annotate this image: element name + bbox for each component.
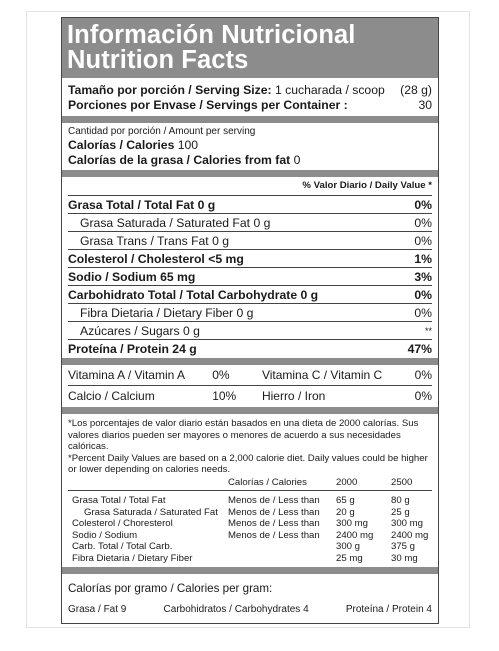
serving-size-label: Tamaño por porción / Serving Size: <box>68 83 272 97</box>
nutrient-amount: 0 g <box>300 287 319 302</box>
nutrient-name <box>80 216 270 230</box>
servings-per-container-value: 30 <box>418 98 432 112</box>
servings-per-container-label: Porciones por Envase / Servings per Container : <box>68 98 348 112</box>
fat-per-gram: Grasa / Fat 9 <box>68 604 127 616</box>
daily-value-table-cell: Grasa Total / Total Fat <box>72 495 166 507</box>
vitamin-row <box>68 385 432 406</box>
daily-value-table-row <box>68 518 432 530</box>
footnote-spanish: *Los porcentajes de valor diario están basados en una dieta de 2000 calorías. Sus valores diarios pueden ser mayores o menores de acuerdo a sus necesidades calóricas. <box>68 418 419 453</box>
nutrient-amount: 0 g <box>236 305 254 320</box>
daily-value-table-row <box>68 553 432 565</box>
nutrient-amount: <5 mg <box>208 251 244 266</box>
daily-value-table-cell: 80 g <box>391 495 410 507</box>
footnote-english: *Percent Daily Values are based on a 2,000 calorie diet. Daily values could be higher or lower depending on calories needs. <box>68 452 428 476</box>
nutrient-name <box>68 270 195 284</box>
daily-value-table-cell: 25 g <box>391 506 410 518</box>
daily-value-header: % Valor Diario / Daily Value * <box>302 180 432 191</box>
daily-value-table-cell: Carb. Total / Total Carb. <box>72 541 173 553</box>
daily-value-table-cell: Menos de / Less than <box>228 529 320 541</box>
protein-per-gram: Proteína / Protein 4 <box>345 604 432 616</box>
nutrient-label: Colesterol / Cholesterol <box>68 251 205 266</box>
nutrient-daily-value: 3% <box>414 269 432 284</box>
nutrient-row <box>68 231 432 249</box>
fat-calories-value: 0 <box>293 153 301 167</box>
daily-value-table-cell: 65 g <box>336 495 355 507</box>
daily-value-table-cell: Sodio / Sodium <box>72 529 138 541</box>
vitamin-right-value: 0% <box>414 389 432 403</box>
daily-value-table-cell: 2400 mg <box>336 529 374 541</box>
nutrient-amount: 0 g <box>182 323 200 338</box>
nutrient-label: Azúcares / Sugars <box>80 323 180 338</box>
daily-value-table-cell: Menos de / Less than <box>228 495 320 507</box>
nutrient-name <box>80 234 229 248</box>
nutrient-label: Grasa Saturada / Saturated Fat <box>80 215 251 230</box>
nutrient-daily-value: ** <box>424 325 432 336</box>
daily-value-table-heading: 2000 <box>336 476 358 488</box>
calories-label: Calorías / Calories <box>68 138 175 152</box>
nutrient-daily-value: 0% <box>414 233 432 248</box>
nutrient-row <box>68 339 432 357</box>
daily-value-table-header <box>68 476 432 491</box>
nutrient-daily-value: 0% <box>414 197 432 212</box>
vitamin-left-value: 0% <box>212 368 230 382</box>
nutrient-list <box>68 195 432 357</box>
nutrient-label: Grasa Total / Total Fat <box>68 197 195 212</box>
daily-value-table-cell: Colesterol / Choresterol <box>72 518 173 530</box>
calories-value: 100 <box>177 138 199 152</box>
daily-value-table-cell: 2400 mg <box>391 529 429 541</box>
nutrient-name <box>80 306 253 320</box>
calories-row <box>68 138 432 152</box>
vitamin-left-label: Vitamina A / Vitamin A <box>68 368 185 382</box>
daily-value-table-heading: 2500 <box>391 476 413 488</box>
nutrient-row <box>68 195 432 213</box>
nutrition-label <box>61 17 439 624</box>
nutrient-row <box>68 267 432 285</box>
nutrient-amount: 0 g <box>212 233 230 248</box>
daily-value-table-cell <box>228 553 336 565</box>
nutrient-name <box>68 198 215 212</box>
nutrient-label: Proteína / Protein <box>68 341 169 356</box>
nutrient-amount: 65 mg <box>160 269 196 284</box>
daily-value-table-row <box>68 491 432 507</box>
nutrient-row <box>68 285 432 303</box>
serving-size-row <box>68 83 432 97</box>
label-header <box>62 18 438 78</box>
vitamin-right-value: 0% <box>414 368 432 382</box>
daily-value-table-cell: Fibra Dietaria / Dietary Fiber <box>72 552 193 564</box>
calories-per-gram-title: Calorías por gramo / Calories per gram: <box>68 582 273 596</box>
nutrient-row <box>68 213 432 231</box>
daily-value-table-cell: 20 g <box>336 506 355 518</box>
daily-value-table-heading <box>68 476 228 491</box>
calories-per-gram-row <box>68 604 432 615</box>
daily-value-table-cell: 300 mg <box>336 518 368 530</box>
vitamin-list <box>68 365 432 406</box>
nutrient-daily-value: 0% <box>414 215 432 230</box>
nutrient-label: Fibra Dietaria / Dietary Fiber <box>80 305 234 320</box>
daily-value-table-cell: Grasa Saturada / Saturated Fat <box>84 506 218 518</box>
nutrient-daily-value: 47% <box>407 341 432 356</box>
nutrient-row <box>68 249 432 267</box>
serving-size-grams: (28 g) <box>400 83 432 97</box>
vitamin-left-label: Calcio / Calcium <box>68 389 155 403</box>
vitamin-right-label: Hierro / Iron <box>261 389 326 403</box>
carbs-per-gram: Carbohidratos / Carbohydrates 4 <box>163 604 309 616</box>
servings-per-container-row <box>68 98 432 112</box>
title-english: Nutrition Facts <box>67 46 249 74</box>
fat-calories-row <box>68 153 432 167</box>
nutrient-amount: 0 g <box>253 215 271 230</box>
nutrient-row <box>68 321 432 339</box>
daily-value-table-cell: 25 mg <box>336 552 363 564</box>
nutrient-daily-value: 1% <box>414 251 432 266</box>
daily-value-table-row <box>68 530 432 542</box>
nutrient-label: Carbohidrato Total / Total Carbohydrate <box>68 287 298 302</box>
vitamin-right-label: Vitamina C / Vitamin C <box>261 368 383 382</box>
daily-value-table-cell: 375 g <box>391 541 416 553</box>
title-spanish: Información Nutricional <box>67 21 356 49</box>
fat-calories-label: Calorías de la grasa / Calories from fat <box>68 153 291 167</box>
vitamin-row <box>68 365 432 385</box>
nutrient-label: Sodio / Sodium <box>68 269 157 284</box>
nutrient-row <box>68 303 432 321</box>
nutrient-name <box>80 324 200 338</box>
daily-value-table-cell: 300 mg <box>391 518 423 530</box>
divider-thick <box>62 567 438 574</box>
nutrient-daily-value: 0% <box>414 287 432 302</box>
nutrient-label: Grasa Trans / Trans Fat <box>80 233 209 248</box>
divider-thick <box>62 116 438 123</box>
daily-value-table <box>68 476 432 565</box>
nutrient-name <box>68 342 197 356</box>
serving-size-value: 1 cucharada / scoop <box>275 83 385 97</box>
nutrient-amount: 24 g <box>172 341 197 356</box>
daily-value-table-cell: 30 mg <box>391 552 418 564</box>
nutrient-name <box>68 288 318 302</box>
daily-value-table-cell: Menos de / Less than <box>228 518 320 530</box>
daily-value-table-row <box>68 507 432 519</box>
daily-value-table-heading: Calorías / Calories <box>228 476 307 488</box>
nutrient-amount: 0 g <box>197 197 216 212</box>
nutrient-name <box>68 252 244 266</box>
daily-value-table-row <box>68 541 432 553</box>
divider-thick <box>62 358 438 365</box>
divider-thick <box>62 407 438 414</box>
daily-value-table-cell <box>228 541 336 553</box>
daily-value-table-cell: 300 g <box>336 541 361 553</box>
daily-value-table-cell: Menos de / Less than <box>228 506 320 518</box>
vitamin-left-value: 10% <box>212 389 237 403</box>
nutrient-daily-value: 0% <box>414 305 432 320</box>
amount-per-serving: Cantidad por porción / Amount per serving <box>68 126 256 137</box>
divider-thick <box>62 170 438 177</box>
